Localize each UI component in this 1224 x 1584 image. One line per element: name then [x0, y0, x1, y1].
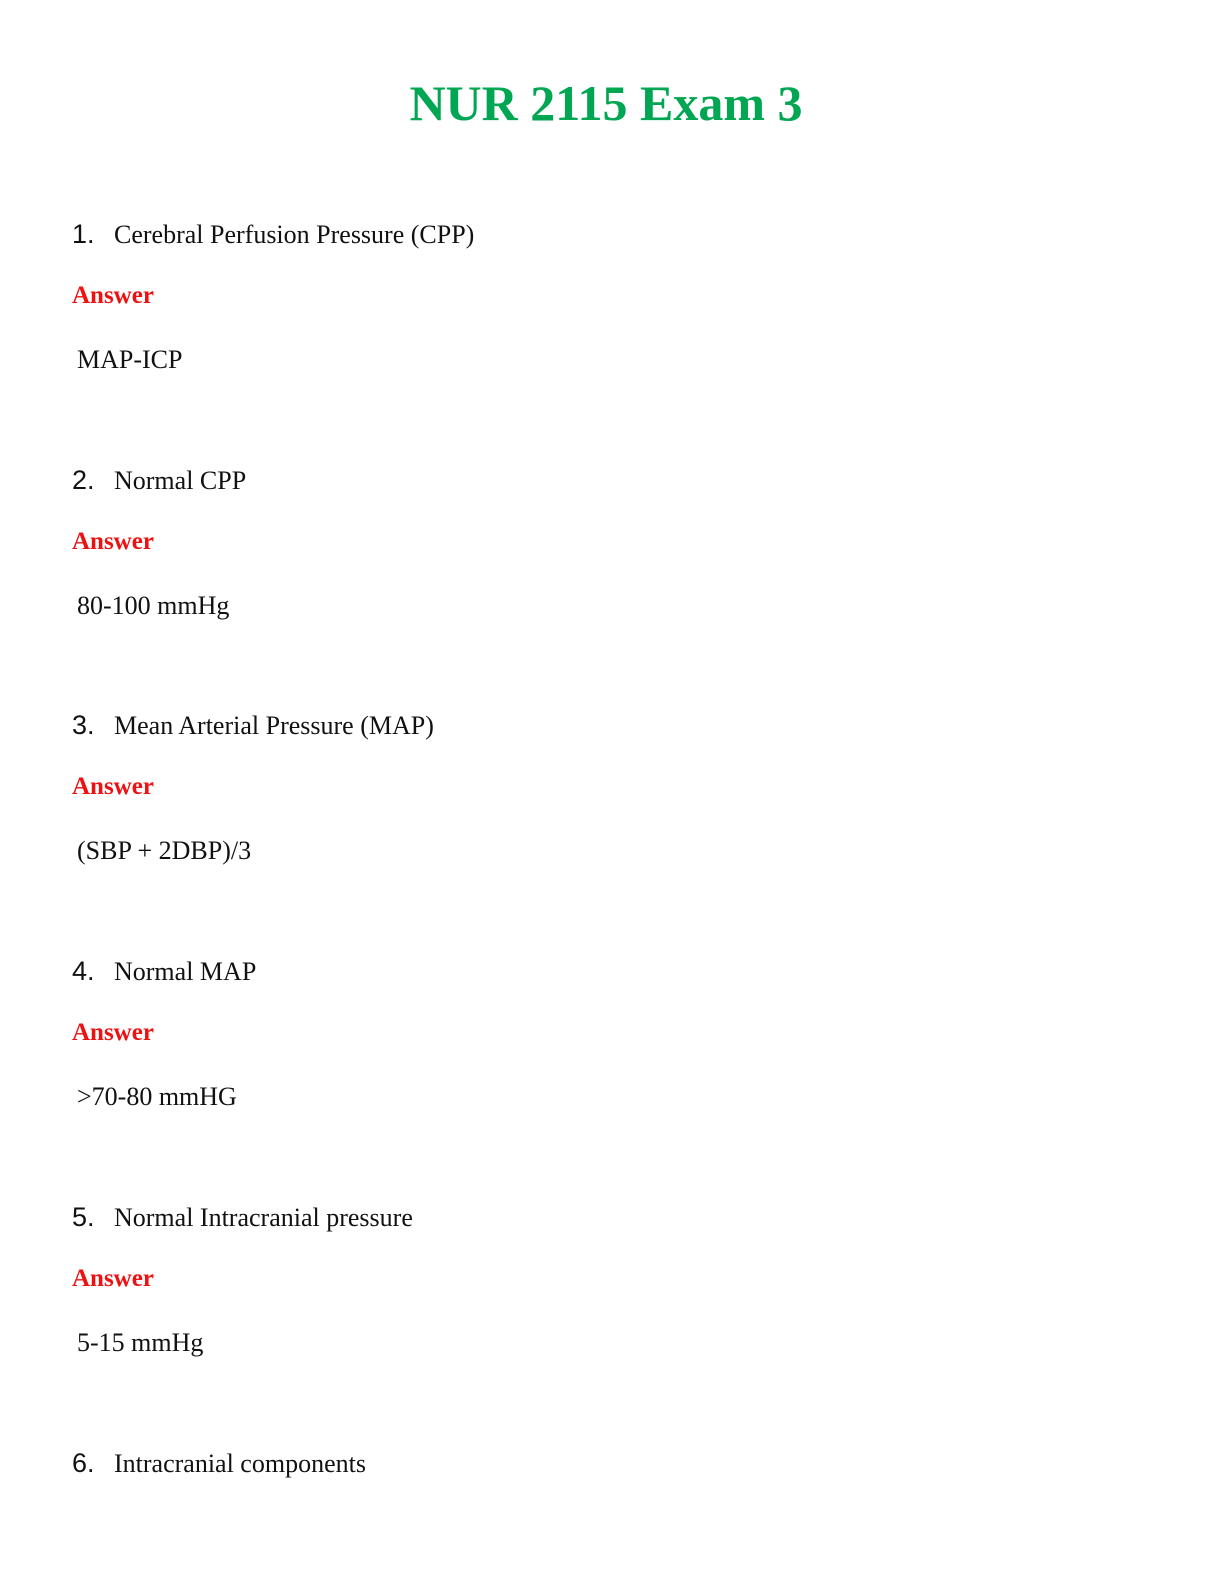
- page-title: NUR 2115 Exam 3: [409, 75, 803, 131]
- question-number: 3.: [72, 710, 95, 740]
- question: [72, 707, 434, 743]
- question-number: 6.: [72, 1448, 95, 1478]
- question-text: Normal CPP: [114, 466, 247, 495]
- question-text: Normal MAP: [114, 957, 257, 986]
- question-text: Mean Arterial Pressure (MAP): [114, 711, 434, 740]
- question-number: 4.: [72, 956, 95, 986]
- question: [72, 953, 256, 989]
- question-number: 5.: [72, 1202, 95, 1232]
- question: [72, 1445, 366, 1481]
- answer-label: Answer: [72, 773, 154, 800]
- question: [72, 1199, 413, 1235]
- answer-text: 5-15 mmHg: [77, 1328, 204, 1357]
- answer-label: Answer: [72, 528, 154, 555]
- question-number: 2.: [72, 465, 95, 495]
- question-text: Cerebral Perfusion Pressure (CPP): [114, 220, 475, 249]
- answer-text: >70-80 mmHG: [77, 1082, 237, 1111]
- answer-label: Answer: [72, 1265, 154, 1292]
- question-number: 1.: [72, 219, 95, 249]
- answer-text: 80-100 mmHg: [77, 591, 230, 620]
- question: [72, 462, 246, 498]
- question-text: Intracranial components: [114, 1449, 366, 1478]
- question-text: Normal Intracranial pressure: [114, 1203, 413, 1232]
- answer-text: (SBP + 2DBP)/3: [77, 836, 252, 865]
- answer-label: Answer: [72, 1019, 154, 1046]
- answer-label: Answer: [72, 282, 154, 309]
- answer-text: MAP-ICP: [77, 345, 183, 374]
- question: [72, 216, 474, 252]
